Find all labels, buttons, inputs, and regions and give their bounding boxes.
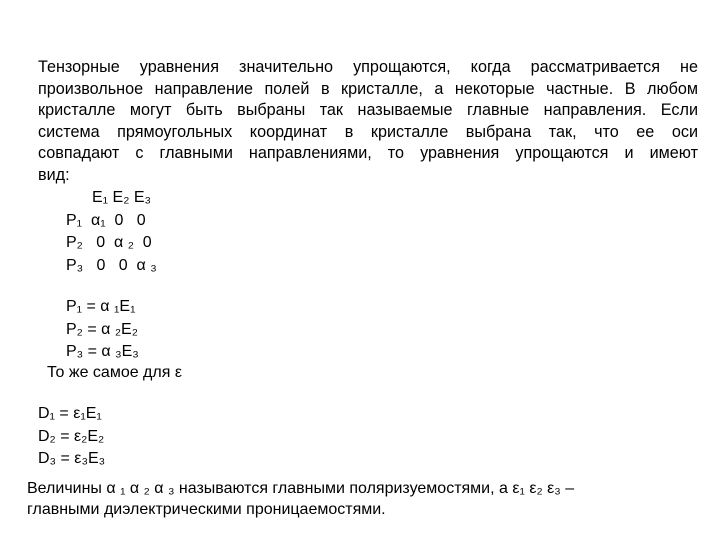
intro-paragraph: [38, 57, 698, 186]
paragraph-line: кристалле могут быть выбраны так называемые главные направления. Если: [38, 101, 698, 119]
final-paragraph: [27, 478, 707, 520]
equation-d1: D₁ = ε₁E₁: [38, 405, 102, 422]
paragraph-line: произвольное направление полей в кристалле, а некоторые частные. В любом: [38, 79, 698, 98]
final-line: Величины α ₁ α ₂ α ₃ называются главными поляризуемостями, а ε₁ ε₂ ε₃ –: [27, 480, 575, 497]
final-line: главными диэлектрическими проницаемостями.: [27, 501, 386, 518]
paragraph-line: Тензорные уравнения значительно упрощаются, когда рассматривается не: [38, 58, 698, 76]
paragraph-line: вид:: [38, 165, 70, 184]
paragraph-line: совпадают с главными направлениями, то уравнения упрощаются и имеют: [38, 144, 698, 162]
paragraph-line: система прямоугольных координат в кристалле выбрана так, что ее оси: [38, 122, 698, 141]
equation-d2: D₂ = ε₂E₂: [38, 428, 105, 445]
matrix-header: E₁ E₂ E₃: [92, 189, 152, 206]
equation-p1: P₁ = α ₁E₁: [66, 298, 136, 315]
equation-d3: D₃ = ε₃E₃: [38, 450, 106, 467]
equation-p2: P₂ = α ₂E₂: [66, 321, 138, 338]
equation-p3: P₃ = α ₃E₃: [66, 343, 139, 360]
matrix-row: P₁ α₁ 0 0: [66, 212, 146, 229]
same-for-epsilon: То же самое для ε: [47, 364, 182, 381]
matrix-row: P₃ 0 0 α ₃: [66, 257, 157, 274]
matrix-row: P₂ 0 α ₂ 0: [66, 234, 152, 251]
